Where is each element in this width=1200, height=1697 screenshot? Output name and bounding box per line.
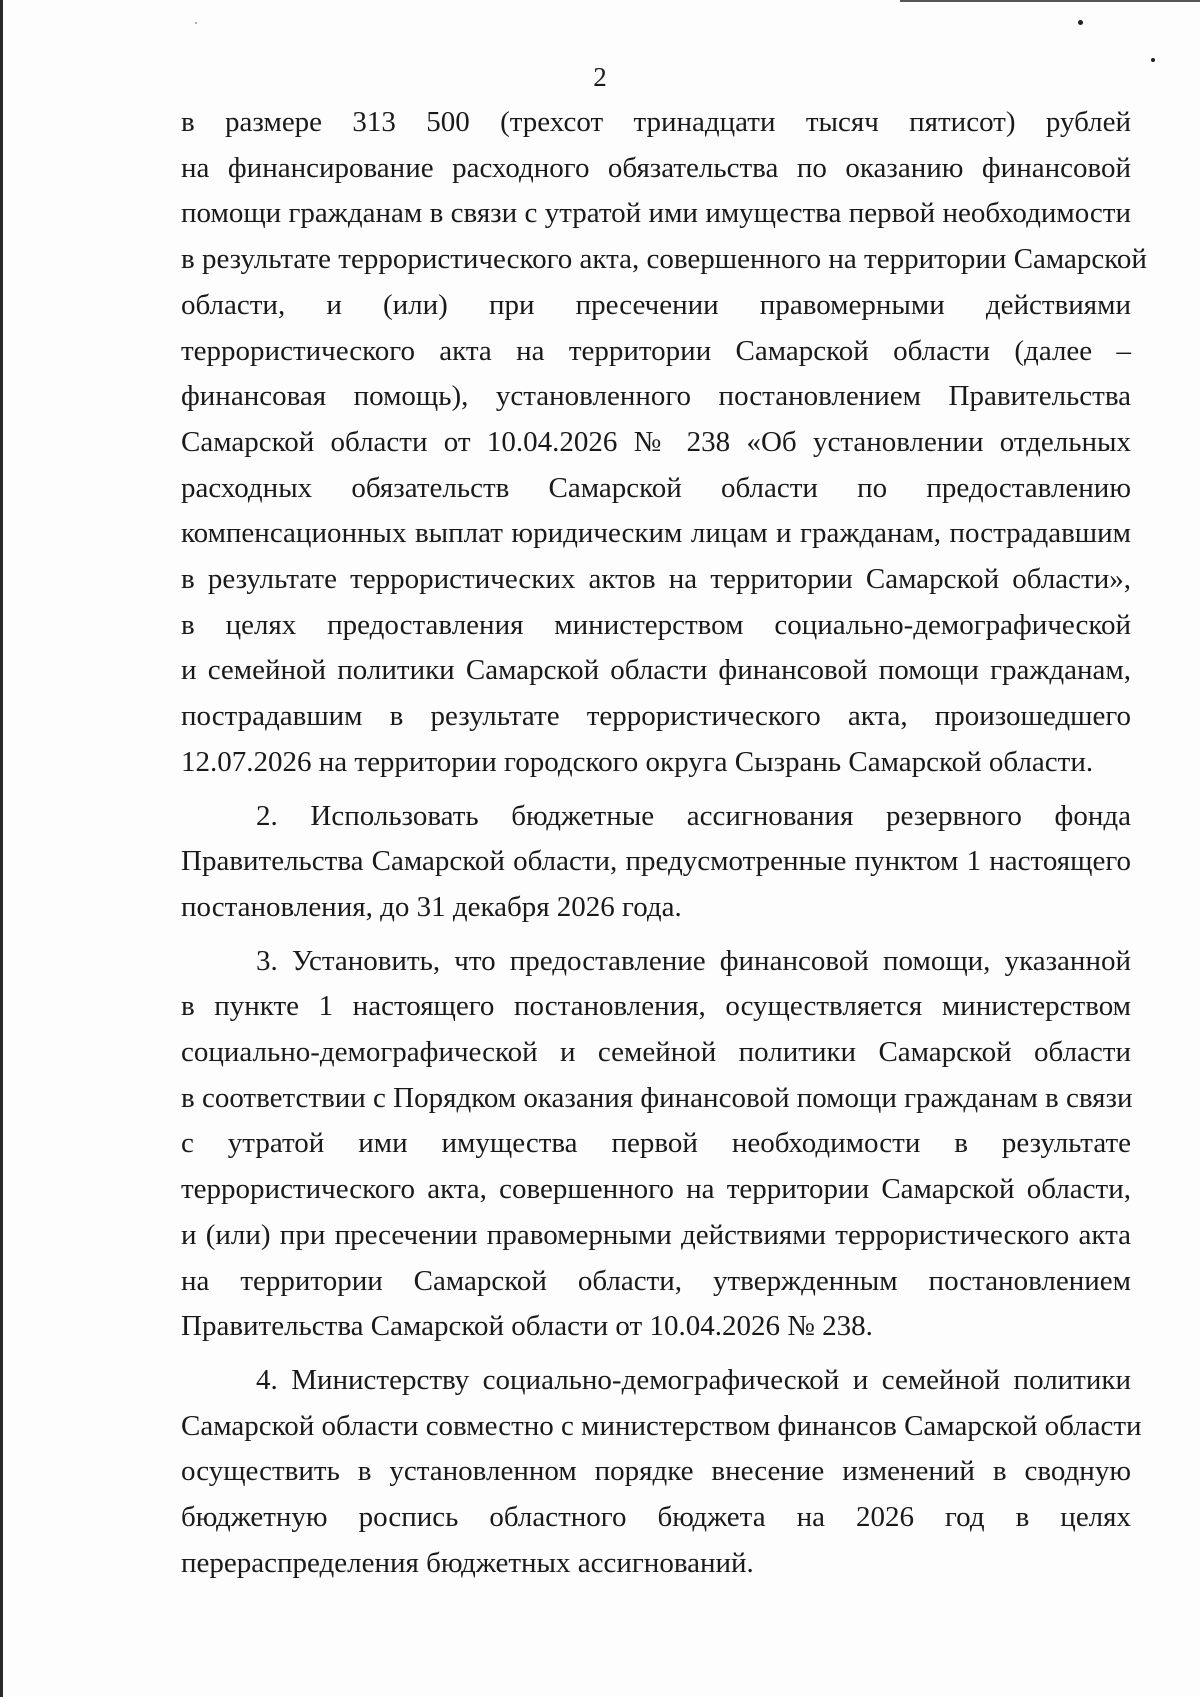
text-line: террористического акта на территории Самарской области (далее –	[181, 334, 1131, 367]
text-line: на территории Самарской области, утвержденным постановлением	[181, 1264, 1131, 1297]
document-body	[181, 100, 1147, 1587]
text-line: террористического акта, совершенного на территории Самарской области,	[181, 1173, 1131, 1206]
text-line: в размере 313 500 (трехсот тринадцати тысяч пятисот) рублей	[181, 106, 1131, 138]
paragraph	[181, 1358, 1142, 1587]
text-line: помощи гражданам в связи с утратой ими имущества первой необходимости	[181, 197, 1131, 230]
text-line: осуществить в установленном порядке внесение изменений в сводную	[181, 1455, 1131, 1488]
text-line: области, и (или) при пресечении правомерными действиями	[181, 288, 1131, 321]
text-line: постановления, до 31 декабря 2026 года.	[181, 890, 682, 923]
text-line: расходных обязательств Самарской области по предоставлению	[181, 471, 1131, 504]
scan-speck	[1078, 20, 1083, 25]
text-line: перераспределения бюджетных ассигнований.	[181, 1546, 754, 1579]
text-line: 3. Установить, что предоставление финансовой помощи, указанной	[256, 944, 1131, 977]
text-line: 12.07.2026 на территории городского округа Сызрань Самарской области.	[181, 745, 1094, 778]
scan-speck	[195, 22, 197, 24]
text-line: 4. Министерству социально-демографической и семейной политики	[256, 1363, 1131, 1396]
text-line: в результате террористического акта, совершенного на территории Самарской	[181, 243, 1147, 276]
page-number: 2	[593, 62, 607, 92]
text-line: с утратой ими имущества первой необходимости в результате	[181, 1127, 1131, 1160]
text-line: Правительства Самарской области от 10.04.2026 № 238.	[181, 1310, 873, 1343]
text-line: в целях предоставления министерством социально-демографической	[181, 608, 1131, 641]
text-line: Самарской области от 10.04.2026 № 238 «Об установлении отдельных	[181, 425, 1131, 458]
text-line: бюджетную роспись областного бюджета на 2026 год в целях	[181, 1501, 1131, 1534]
text-line: в соответствии с Порядком оказания финансовой помощи гражданам в связи	[181, 1081, 1133, 1114]
text-line: и семейной политики Самарской области финансовой помощи гражданам,	[181, 654, 1131, 687]
text-line: компенсационных выплат юридическим лицам и гражданам, пострадавшим	[181, 517, 1131, 550]
text-line: Самарской области совместно с министерством финансов Самарской области	[181, 1409, 1142, 1442]
paragraph	[181, 939, 1131, 1350]
text-line: социально-демографической и семейной политики Самарской области	[181, 1036, 1131, 1069]
text-line: в результате террористических актов на территории Самарской области»,	[181, 563, 1131, 596]
text-line: и (или) при пресечении правомерными действиями террористического акта	[181, 1218, 1131, 1251]
paragraph	[181, 794, 1131, 931]
text-line: на финансирование расходного обязательства по оказанию финансовой	[181, 151, 1131, 184]
scan-left-edge	[0, 0, 3, 1697]
text-line: финансовая помощь), установленного постановлением Правительства	[181, 380, 1131, 413]
text-line: пострадавшим в результате террористического акта, произошедшего	[181, 700, 1131, 733]
text-line: в пункте 1 настоящего постановления, осуществляется министерством	[181, 990, 1131, 1023]
text-line: Правительства Самарской области, предусмотренные пунктом 1 настоящего	[181, 845, 1131, 878]
scan-top-edge	[900, 0, 1200, 2]
paragraph	[181, 100, 1147, 786]
text-line: 2. Использовать бюджетные ассигнования резервного фонда	[256, 799, 1131, 832]
